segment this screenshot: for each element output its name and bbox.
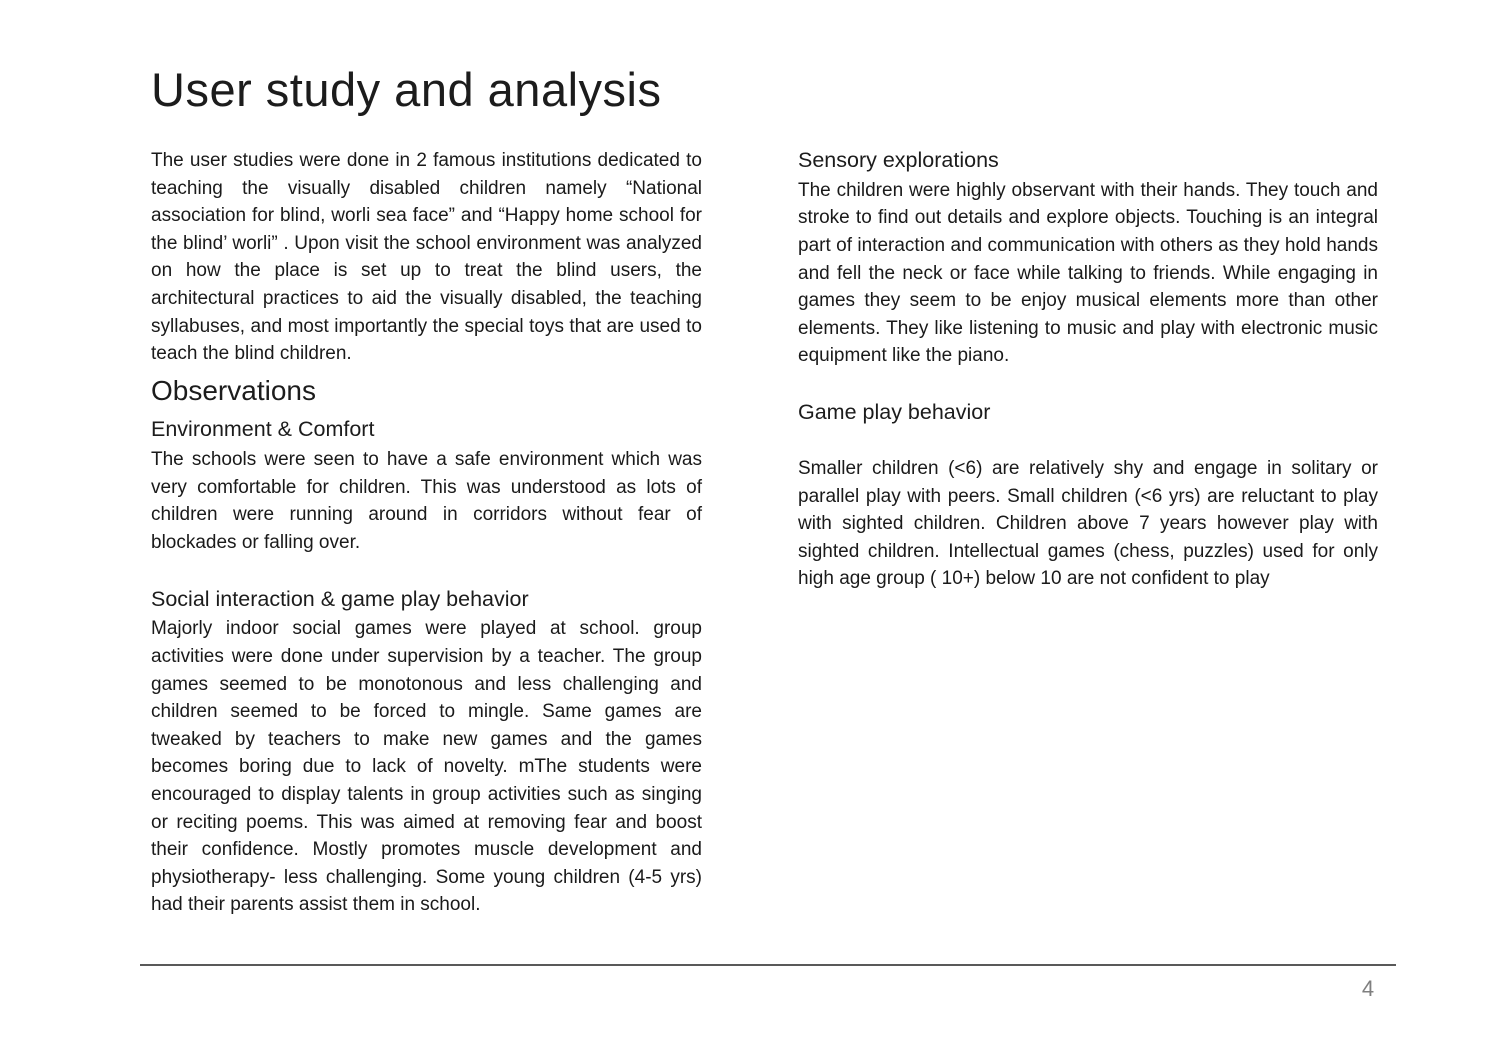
sensory-explorations-heading: Sensory explorations [798, 148, 999, 172]
page-title: User study and analysis [151, 63, 662, 116]
footer-divider [140, 964, 1396, 966]
sensory-explorations-body: The children were highly observant with their hands. They touch and stroke to find out details and explore objects. Touching is an integral part of interaction and communication with others as they hold hands and fell the neck or face while talking to friends. While engaging in games they seem to be enjoy musical elements more than other elements. They like listening to music and play with electronic music equipment like the piano. [798, 179, 1378, 367]
game-play-behavior-heading: Game play behavior [798, 400, 991, 425]
section-game-play-behavior [798, 399, 1378, 593]
social-interaction-body: Majorly indoor social games were played at school. group activities were done under supervision by a teacher. The group games seemed to be monotonous and less challenging and children seemed to be forced to mingle. Same games are tweaked by teachers to make new games and the games becomes boring due to lack of novelty. mThe students were encouraged to display talents in group activities such as singing or reciting poems. This was aimed at removing fear and boost their confidence. Mostly promotes muscle development and physiotherapy- less challenging. Some young children (4-5 yrs) had their parents assist them in school. [151, 618, 702, 916]
left-column [151, 147, 702, 919]
intro-paragraph: The user studies were done in 2 famous institutions dedicated to teaching the visually disabled children namely “National association for blind, worli sea face” and “Happy home school for the blind’ worli” . Upon visit the school environment was analyzed on how the place is set up to treat the blind users, the architectural practices to aid the visually disabled, the teaching syllabuses, and most importantly the special toys that are used to teach the blind children. [151, 150, 702, 365]
section-social-interaction [151, 586, 702, 919]
game-play-behavior-body: Smaller children (<6) are relatively shy and engage in solitary or parallel play with peers. Small children (<6 yrs) are reluctant to play with sighted children. Children above 7 years however play with sighted children. Intellectual games (chess, puzzles) used for only high age group ( 10+) below 10 are not confident to play [798, 457, 1378, 590]
environment-comfort-heading: Environment & Comfort [151, 417, 375, 442]
observations-heading: Observations [151, 374, 316, 406]
section-environment-comfort [151, 416, 702, 556]
section-sensory-explorations [798, 147, 1378, 370]
social-interaction-heading: Social interaction & game play behavior [151, 586, 529, 611]
page-number: 4 [1361, 976, 1375, 1001]
right-column [798, 147, 1378, 593]
environment-comfort-body: The schools were seen to have a safe environment which was very comfortable for children. This was understood as lots of children were running around in corridors without fear of blockades or falling over. [151, 449, 702, 553]
